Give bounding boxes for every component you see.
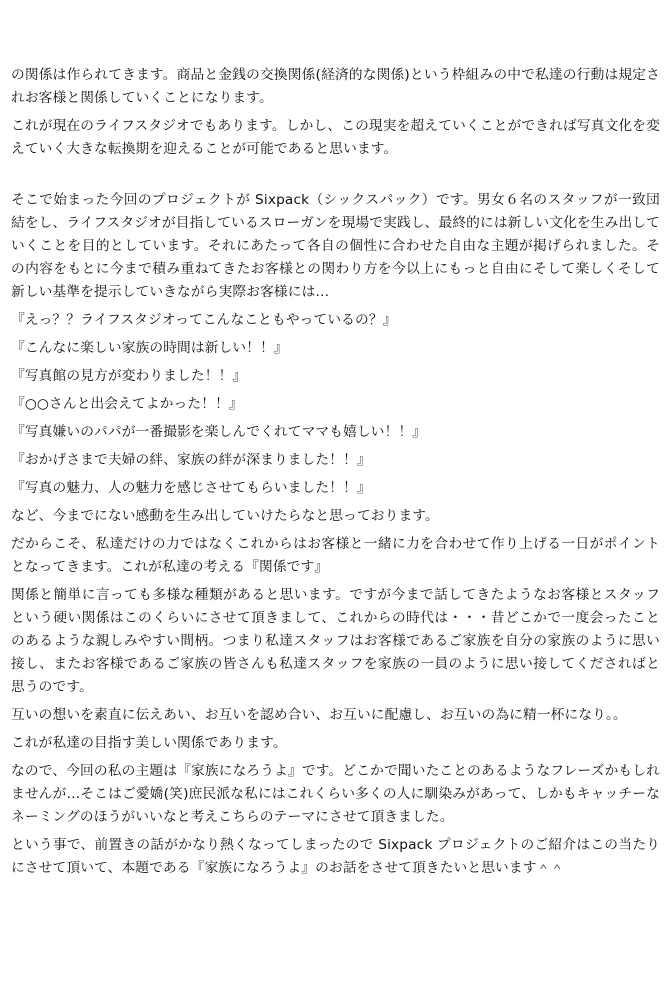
customer-quote: 『○○さんと出会えてよかった！！』 xyxy=(11,396,243,412)
customer-quote: 『写真嫌いのパパが一番撮影を楽しんでくれてママも嬉しい！！』 xyxy=(11,424,427,440)
paragraph-mutual-respect: 互いの想いを素直に伝えあい、お互いを認め合い、お互いに配慮し、お互いの為に精一杯になり。。 xyxy=(11,707,627,723)
paragraph-work-together: だからこそ、私達だけの力ではなくこれからはお客様と一緒に力を合わせて作り上げる一日がポイントとなってきます。これが私達の考える『関係です』 xyxy=(11,536,660,575)
customer-quote: 『えっ？？ライフスタジオってこんなこともやっているの？』 xyxy=(11,312,397,328)
customer-quote: 『写真館の見方が変わりました！！』 xyxy=(11,368,247,384)
paragraph-new-emotion: など、今までにない感動を生み出していけたらなと思っております。 xyxy=(11,508,439,524)
paragraph-current-studio: これが現在のライフスタジオでもあります。しかし、この現実を超えていくことができれば写真文化を変えていく大きな転換期を迎えることが可能であると思います。 xyxy=(11,118,660,157)
paragraph-sixpack-project: そこで始まった今回のプロジェクトが Sixpack（シックスパック）です。男女６名のスタッフが一致団結をし、ライフスタジオが目指しているスローガンを現場で実践し、最終的には新しい文化を生み出していくことを目的としています。それにあたって各自の個性に合わせた自由な主題が掲げられました。その内容をもとに今まで積み重ねてきたお客様との関わり方を今以上にもっと自由にそして楽しくそして新しい基準を提示していきながら実際お客様には… xyxy=(11,192,660,300)
paragraph-relationship-framework: の関係は作られてきます。商品と金銭の交換関係(経済的な関係)という枠組みの中で私達の行動は規定されお客様と関係していくことになります。 xyxy=(11,67,660,106)
customer-quote: 『おかげさまで夫婦の絆、家族の絆が深まりました！！』 xyxy=(11,452,371,468)
paragraph-my-theme: なので、今回の私の主題は『家族になろうよ』です。どこかで聞いたことのあるようなフレーズかもしれませんが…そこはご愛嬌(笑)庶民派な私にはこれくらい多くの人に馴染みがあって、しかもキャッチーなネーミングのほうがいいなと考えこちらのテーマにさせて頂きました。 xyxy=(11,763,660,825)
paragraph-spacer xyxy=(11,166,660,189)
customer-quote: 『こんなに楽しい家族の時間は新しい！！』 xyxy=(11,340,288,356)
customer-quote: 『写真の魅力、人の魅力を感じさせてもらいました！！』 xyxy=(11,480,371,496)
paragraph-kinds-of-relationship: 関係と簡単に言っても多様な種類があると思います。ですが今まで話してきたようなお客様とスタッフという硬い関係はこのくらいにさせて頂きまして、これからの時代は・・・昔どこかで一度会ったことのあるような親しみやすい間柄。つまり私達スタッフはお客様であるご家族を自分の家族のように思い接し、またお客様であるご家族の皆さんも私達スタッフを家族の一員のように思い接してくださればと思うのです。 xyxy=(11,587,660,695)
paragraph-conclusion: という事で、前置きの話がかなり熱くなってしまったので Sixpack プロジェクトのご紹介はこの当たりにさせて頂いて、本題である『家族になろうよ』のお話をさせて頂きたいと思います＾＾ xyxy=(11,837,660,876)
paragraph-beautiful-relationship: これが私達の目指す美しい関係であります。 xyxy=(11,735,287,751)
